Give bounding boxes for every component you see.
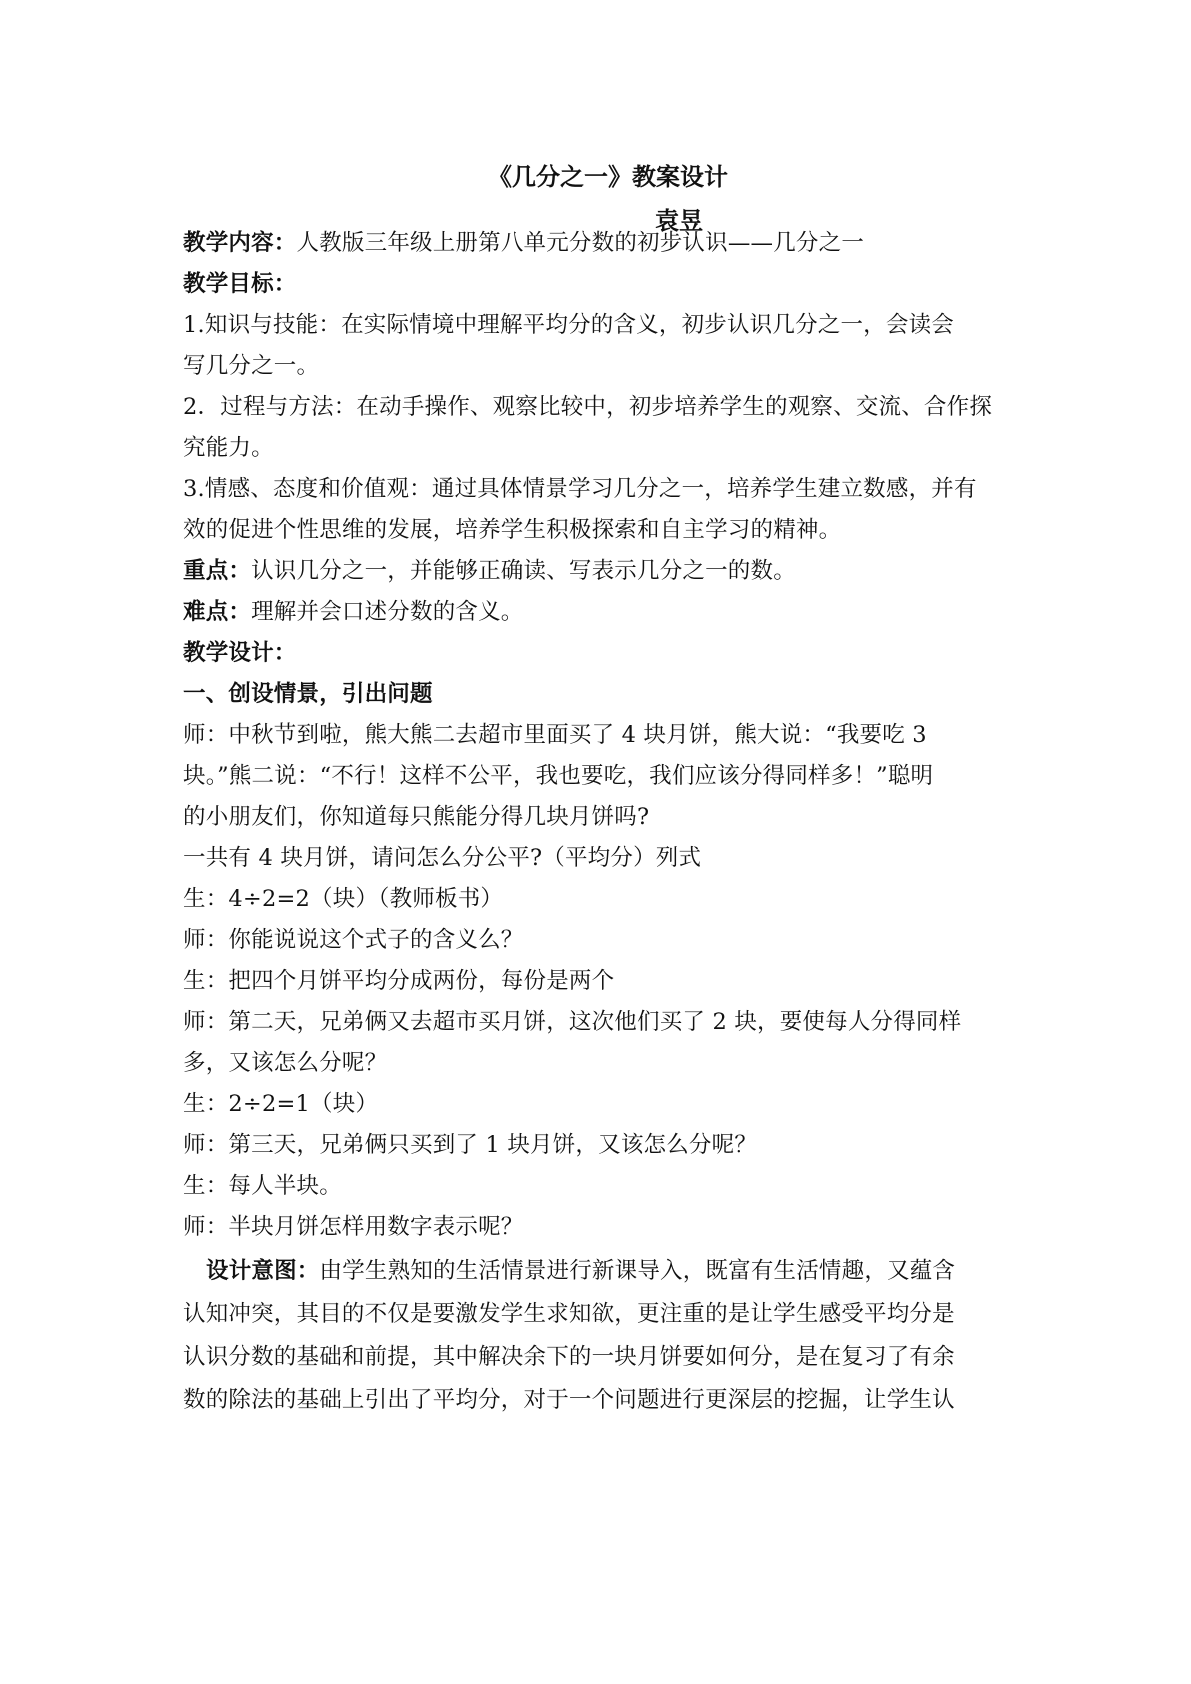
design-intent-line-4: 数的除法的基础上引出了平均分，对于一个问题进行更深层的挖掘，让学生认 xyxy=(183,1387,955,1413)
difficult-point xyxy=(183,597,524,627)
teaching-content-text: 人教版三年级上册第八单元分数的初步认识——几分之一 xyxy=(296,230,865,256)
dialogue-line: 一共有 4 块月饼，请问怎么分公平?（平均分）列式 xyxy=(183,845,702,871)
dialogue-line: 生：4÷2=2（块）（教师板书） xyxy=(183,886,504,912)
design-intent xyxy=(206,1256,955,1286)
section-1-heading: 一、创设情景，引出问题 xyxy=(183,681,433,707)
dialogue-line: 师：你能说说这个式子的含义么？ xyxy=(183,927,524,953)
goal-1-line-1: 1.知识与技能：在实际情境中理解平均分的含义，初步认识几分之一，会读会 xyxy=(183,312,954,338)
goal-2-line-2: 究能力。 xyxy=(183,435,274,461)
key-point-label: 重点： xyxy=(183,558,252,584)
author-name: 袁昱 xyxy=(655,206,703,235)
dialogue-line: 师：中秋节到啦，熊大熊二去超市里面买了 4 块月饼，熊大说：“我要吃 3 xyxy=(183,722,927,748)
dialogue-line: 师：半块月饼怎样用数字表示呢？ xyxy=(183,1214,524,1240)
dialogue-line: 生：2÷2=1（块） xyxy=(183,1091,379,1117)
teaching-content xyxy=(183,228,864,258)
design-intent-line-2: 认知冲突，其目的不仅是要激发学生求知欲，更注重的是让学生感受平均分是 xyxy=(183,1301,955,1327)
teaching-goals-label: 教学目标： xyxy=(183,271,297,297)
design-intent-text: 由学生熟知的生活情景进行新课导入，既富有生活情趣，又蕴含 xyxy=(319,1258,956,1284)
goal-3-line-1: 3.情感、态度和价值观：通过具体情景学习几分之一，培养学生建立数感，并有 xyxy=(183,476,977,502)
goal-2-line-1: 2．过程与方法：在动手操作、观察比较中，初步培养学生的观察、交流、合作探 xyxy=(183,394,993,420)
design-intent-line-3: 认识分数的基础和前提，其中解决余下的一块月饼要如何分，是在复习了有余 xyxy=(183,1344,955,1370)
goal-1-line-2: 写几分之一。 xyxy=(183,353,320,379)
dialogue-line: 生：每人半块。 xyxy=(183,1173,342,1199)
design-intent-label: 设计意图： xyxy=(206,1258,320,1284)
teaching-design-label: 教学设计： xyxy=(183,640,297,666)
key-point-text: 认识几分之一，并能够正确读、写表示几分之一的数。 xyxy=(251,558,796,584)
difficult-point-text: 理解并会口述分数的含义。 xyxy=(251,599,524,625)
difficult-point-label: 难点： xyxy=(183,599,252,625)
document-title: 《几分之一》教案设计 xyxy=(488,162,728,191)
dialogue-line: 师：第三天，兄弟俩只买到了 1 块月饼，又该怎么分呢？ xyxy=(183,1132,758,1158)
dialogue-line: 师：第二天，兄弟俩又去超市买月饼，这次他们买了 2 块，要使每人分得同样 xyxy=(183,1009,962,1035)
teaching-content-label: 教学内容： xyxy=(183,230,297,256)
dialogue-line: 多，又该怎么分呢？ xyxy=(183,1050,388,1076)
dialogue-line: 块。”熊二说：“不行！这样不公平，我也要吃，我们应该分得同样多！”聪明 xyxy=(183,763,934,789)
dialogue-line: 生：把四个月饼平均分成两份，每份是两个 xyxy=(183,968,615,994)
key-point xyxy=(183,556,796,586)
dialogue-line: 的小朋友们，你知道每只熊能分得几块月饼吗? xyxy=(183,804,650,830)
goal-3-line-2: 效的促进个性思维的发展，培养学生积极探索和自主学习的精神。 xyxy=(183,517,842,543)
